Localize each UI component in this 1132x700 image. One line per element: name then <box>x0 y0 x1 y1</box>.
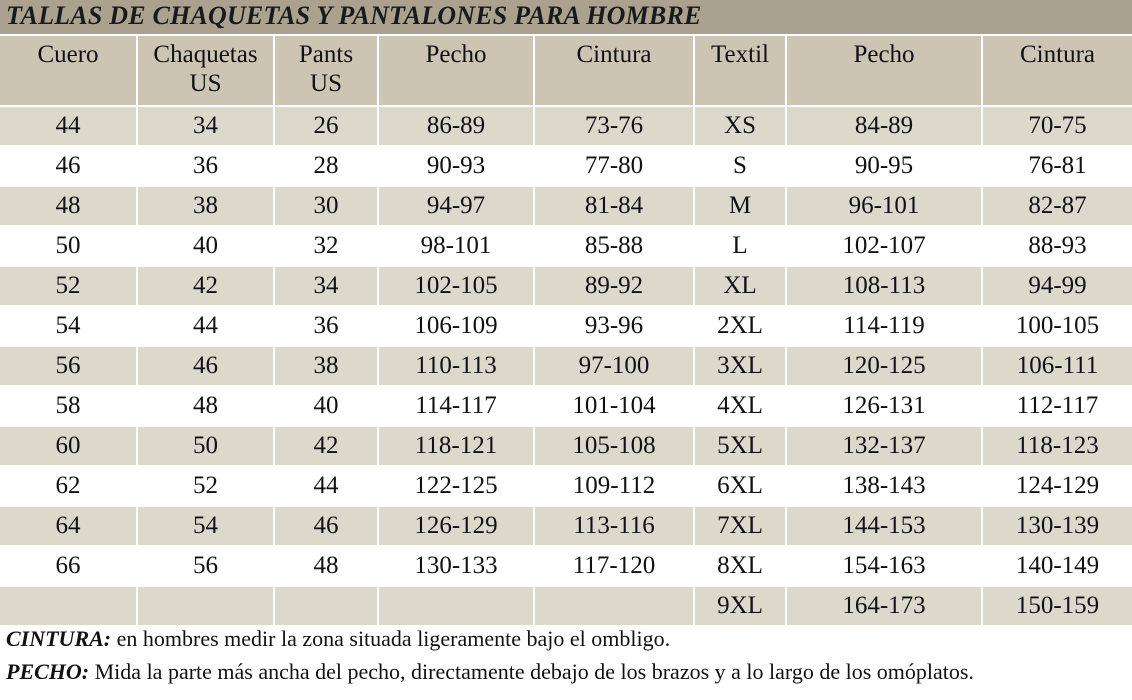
table-cell: 112-117 <box>982 386 1132 426</box>
table-cell: 94-97 <box>378 186 534 226</box>
column-header-line: Pecho <box>425 41 487 68</box>
table-cell: 76-81 <box>982 146 1132 186</box>
table-cell: 34 <box>274 266 378 306</box>
table-cell: 114-117 <box>378 386 534 426</box>
table-cell <box>137 586 274 626</box>
table-cell: 56 <box>0 346 137 386</box>
table-cell: 154-163 <box>786 546 982 586</box>
table-row <box>0 466 1132 506</box>
table-cell: 3XL <box>694 346 786 386</box>
table-cell: 48 <box>137 386 274 426</box>
table-cell: 38 <box>137 186 274 226</box>
table-cell: 120-125 <box>786 346 982 386</box>
table-cell: 34 <box>137 106 274 146</box>
table-cell: 60 <box>0 426 137 466</box>
table-cell: 48 <box>274 546 378 586</box>
table-cell: 40 <box>274 386 378 426</box>
table-cell: 26 <box>274 106 378 146</box>
table-cell: 124-129 <box>982 466 1132 506</box>
column-header <box>378 36 534 106</box>
note-cintura-text: en hombres medir la zona situada ligeramente bajo el ombligo. <box>111 626 671 651</box>
column-header <box>786 36 982 106</box>
table-row <box>0 306 1132 346</box>
table-cell: 66 <box>0 546 137 586</box>
table-cell: 46 <box>274 506 378 546</box>
table-cell: 44 <box>137 306 274 346</box>
table-row <box>0 386 1132 426</box>
table-cell: 126-131 <box>786 386 982 426</box>
column-header <box>982 36 1132 106</box>
table-cell: 96-101 <box>786 186 982 226</box>
table-cell: 52 <box>137 466 274 506</box>
table-cell: 98-101 <box>378 226 534 266</box>
table-row <box>0 426 1132 466</box>
table-cell: 56 <box>137 546 274 586</box>
table-cell: 46 <box>137 346 274 386</box>
table-row <box>0 546 1132 586</box>
table-cell: S <box>694 146 786 186</box>
table-cell <box>0 586 137 626</box>
table-cell: 113-116 <box>534 506 694 546</box>
table-cell: 28 <box>274 146 378 186</box>
table-cell: 89-92 <box>534 266 694 306</box>
table-cell: XS <box>694 106 786 146</box>
note-pecho-label: PECHO: <box>6 659 90 684</box>
table-cell: 118-121 <box>378 426 534 466</box>
table-row <box>0 226 1132 266</box>
table-cell: 117-120 <box>534 546 694 586</box>
column-header <box>534 36 694 106</box>
table-cell: 110-113 <box>378 346 534 386</box>
table-cell: 140-149 <box>982 546 1132 586</box>
table-cell: 36 <box>274 306 378 346</box>
column-header-line: Pecho <box>853 41 915 68</box>
table-cell: 93-96 <box>534 306 694 346</box>
table-cell: 85-88 <box>534 226 694 266</box>
table-cell: 102-105 <box>378 266 534 306</box>
note-cintura <box>6 622 1130 655</box>
column-header-line: US <box>310 70 342 97</box>
table-cell: 62 <box>0 466 137 506</box>
table-row <box>0 506 1132 546</box>
table-cell: 82-87 <box>982 186 1132 226</box>
table-cell <box>378 586 534 626</box>
table-cell: 32 <box>274 226 378 266</box>
table-row <box>0 106 1132 146</box>
table-cell: 109-112 <box>534 466 694 506</box>
table-cell: 42 <box>137 266 274 306</box>
title-bar <box>0 0 1132 36</box>
column-header <box>0 36 137 106</box>
table-cell: 114-119 <box>786 306 982 346</box>
column-header-line: US <box>189 70 222 97</box>
table-cell: 94-99 <box>982 266 1132 306</box>
table-cell: 42 <box>274 426 378 466</box>
column-header-line: Pants <box>298 41 354 68</box>
table-cell: 130-139 <box>982 506 1132 546</box>
table-cell <box>534 586 694 626</box>
table-cell: 90-93 <box>378 146 534 186</box>
column-header-line: Chaquetas <box>153 41 258 68</box>
table-cell: 40 <box>137 226 274 266</box>
column-header <box>137 36 274 106</box>
column-header-line: Textil <box>711 41 769 68</box>
notes <box>6 622 1130 688</box>
table-cell: 9XL <box>694 586 786 626</box>
table-body <box>0 106 1132 626</box>
table-cell: 101-104 <box>534 386 694 426</box>
table-cell: 164-173 <box>786 586 982 626</box>
table-cell: 97-100 <box>534 346 694 386</box>
table-row <box>0 186 1132 226</box>
table-cell: 44 <box>274 466 378 506</box>
table-cell: XL <box>694 266 786 306</box>
table-cell: 102-107 <box>786 226 982 266</box>
table-row <box>0 346 1132 386</box>
column-header <box>274 36 378 106</box>
column-header <box>694 36 786 106</box>
table-cell: 105-108 <box>534 426 694 466</box>
table-cell: 30 <box>274 186 378 226</box>
table-cell: 84-89 <box>786 106 982 146</box>
table-cell: 4XL <box>694 386 786 426</box>
table-cell: 150-159 <box>982 586 1132 626</box>
table-cell: L <box>694 226 786 266</box>
table-cell: M <box>694 186 786 226</box>
page-title: TALLAS DE CHAQUETAS Y PANTALONES PARA HOMBRE <box>6 1 702 30</box>
table-cell: 64 <box>0 506 137 546</box>
table-cell: 132-137 <box>786 426 982 466</box>
table-cell: 6XL <box>694 466 786 506</box>
table-cell: 7XL <box>694 506 786 546</box>
column-header-line: Cintura <box>576 41 652 68</box>
table-cell: 130-133 <box>378 546 534 586</box>
table-cell: 73-76 <box>534 106 694 146</box>
table-cell: 2XL <box>694 306 786 346</box>
note-pecho-text: Mida la parte más ancha del pecho, directamente debajo de los brazos y a lo largo de los omóplatos. <box>89 659 974 684</box>
table-row <box>0 586 1132 626</box>
table-cell: 52 <box>0 266 137 306</box>
table-cell: 106-111 <box>982 346 1132 386</box>
table-row <box>0 146 1132 186</box>
table-cell: 100-105 <box>982 306 1132 346</box>
table-cell <box>274 586 378 626</box>
table-cell: 8XL <box>694 546 786 586</box>
table-cell: 54 <box>137 506 274 546</box>
table-cell: 48 <box>0 186 137 226</box>
table-cell: 38 <box>274 346 378 386</box>
table-cell: 5XL <box>694 426 786 466</box>
header-row <box>0 36 1132 106</box>
table-cell: 77-80 <box>534 146 694 186</box>
table-cell: 81-84 <box>534 186 694 226</box>
table-cell: 126-129 <box>378 506 534 546</box>
table-cell: 122-125 <box>378 466 534 506</box>
table-row <box>0 266 1132 306</box>
table-cell: 46 <box>0 146 137 186</box>
column-header-line: Cintura <box>1020 41 1095 68</box>
table-cell: 118-123 <box>982 426 1132 466</box>
column-header-line: Cuero <box>37 41 99 68</box>
note-cintura-label: CINTURA: <box>6 626 112 651</box>
note-pecho <box>6 655 1130 688</box>
table-cell: 58 <box>0 386 137 426</box>
size-table <box>0 36 1132 627</box>
table-cell: 144-153 <box>786 506 982 546</box>
table-cell: 44 <box>0 106 137 146</box>
table-cell: 54 <box>0 306 137 346</box>
table-cell: 106-109 <box>378 306 534 346</box>
table-cell: 50 <box>137 426 274 466</box>
table-header <box>0 36 1132 106</box>
table-cell: 138-143 <box>786 466 982 506</box>
table-cell: 108-113 <box>786 266 982 306</box>
table-cell: 70-75 <box>982 106 1132 146</box>
table-cell: 86-89 <box>378 106 534 146</box>
table-cell: 50 <box>0 226 137 266</box>
table-cell: 88-93 <box>982 226 1132 266</box>
table-cell: 90-95 <box>786 146 982 186</box>
table-cell: 36 <box>137 146 274 186</box>
